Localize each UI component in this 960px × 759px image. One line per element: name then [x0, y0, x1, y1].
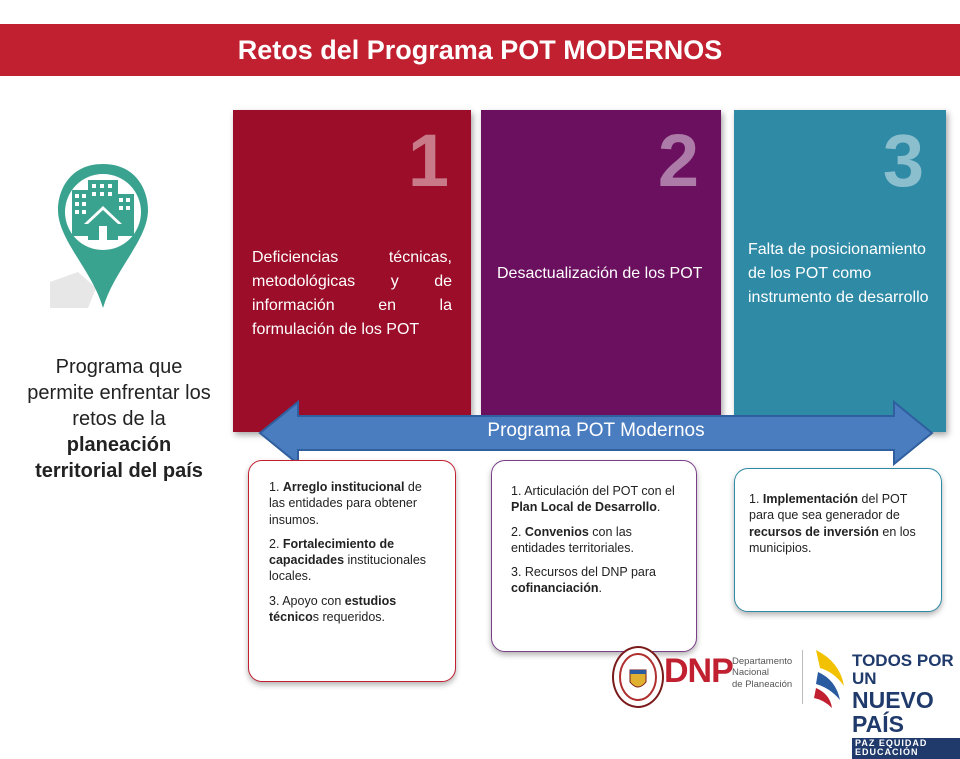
action-box-1 — [248, 460, 456, 682]
colombia-coat-of-arms-icon — [612, 646, 664, 708]
challenge-number-1: 1 — [407, 119, 449, 202]
logos-footer — [606, 642, 960, 758]
city-pin-icon — [48, 160, 158, 310]
challenge-text-2: Desactualización de los POT — [497, 265, 703, 282]
program-arrow-label: Programa POT Modernos — [487, 420, 705, 441]
program-arrow — [258, 400, 934, 466]
logo-divider — [802, 650, 803, 704]
challenge-text-3: Falta de posicionamiento de los POT como instrumento de desarrollo — [748, 241, 929, 306]
government-slogan-logo: TODOS POR UN NUEVO PAÍS PAZ EQUIDAD EDUCACIÓN — [852, 652, 960, 759]
program-description-bold: planeación territorial del país — [35, 434, 203, 482]
action-item: 2. Convenios con las entidades territoriales. — [511, 524, 634, 555]
title-bar — [0, 24, 960, 76]
program-description — [26, 354, 212, 484]
challenge-text-1: Deficiencias técnicas, metodológicas y de información en la formulación de los POT — [252, 249, 452, 338]
challenge-number-3: 3 — [882, 119, 924, 202]
challenge-card-3 — [734, 110, 946, 432]
challenge-card-2 — [481, 110, 721, 432]
colombia-flag-swoosh-icon — [810, 646, 850, 712]
action-box-3 — [734, 468, 942, 612]
action-item: 1. Articulación del POT con el Plan Local de Desarrollo. — [511, 484, 675, 515]
action-item: 3. Apoyo con estudios técnicos requeridos. — [269, 593, 397, 624]
action-item: 3. Recursos del DNP para cofinanciación. — [511, 565, 656, 596]
slide-title: Retos del Programa POT MODERNOS — [237, 35, 723, 65]
program-description-text: Programa que permite enfrentar los retos de la — [27, 356, 211, 430]
dnp-logo: DNP — [664, 652, 733, 690]
action-item: 1. Arreglo institucional de las entidades para obtener insumos. — [269, 480, 422, 527]
action-box-2 — [491, 460, 697, 652]
challenge-card-1 — [233, 110, 471, 432]
challenge-number-2: 2 — [657, 119, 699, 202]
action-item: 1. Implementación del POT para que sea generador de recursos de inversión en los municipios. — [749, 492, 916, 555]
action-item: 2. Fortalecimiento de capacidades institucionales locales. — [269, 536, 427, 584]
dnp-logo-subtitle: Departamento Nacional de Planeación — [732, 656, 793, 690]
